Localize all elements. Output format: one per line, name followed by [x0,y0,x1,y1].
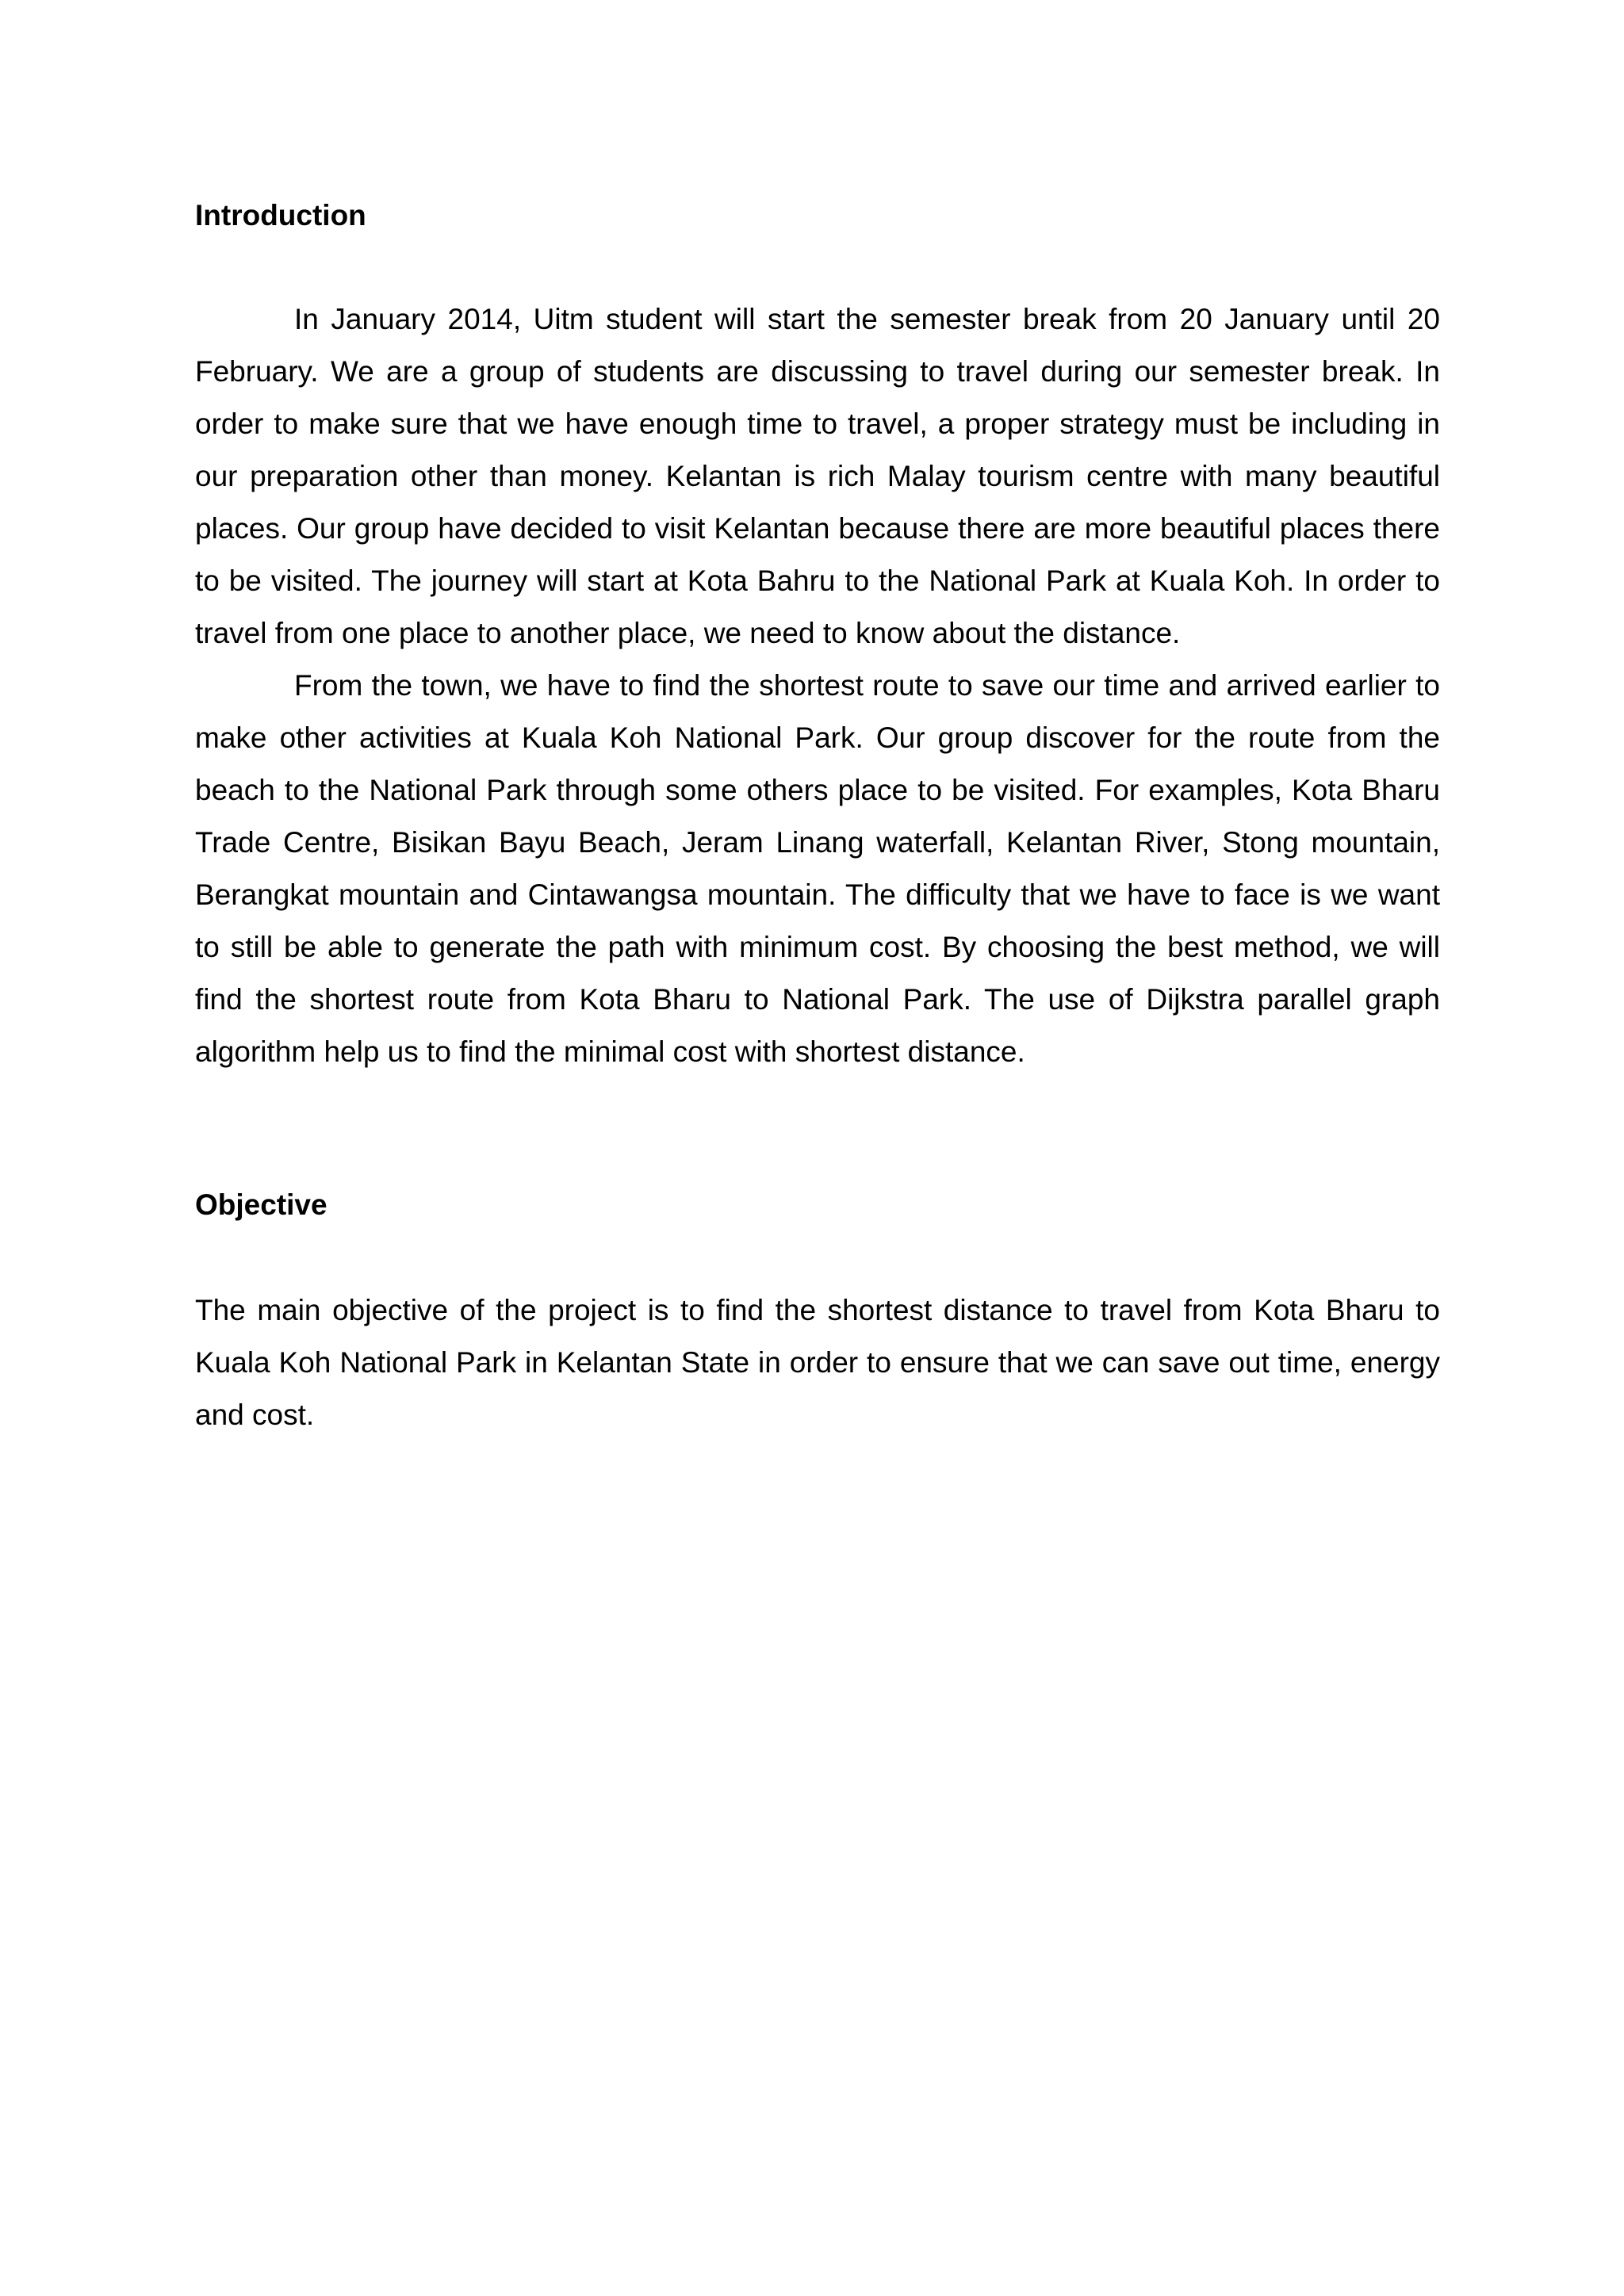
objective-paragraph: The main objective of the project is to find the shortest distance to travel from Kota Bharu to Kuala Koh National Park in Kelantan State in order to ensure that we can save out time, energy and cost. [195,1294,1440,1431]
introduction-paragraph-1: In January 2014, Uitm student will start the semester break from 20 January until 20 February. We are a group of students are discussing to travel during our semester break. In order to make sure that we have enough time to travel, a proper strategy must be including in our preparation other than money. Kelantan is rich Malay tourism centre with many beautiful places. Our group have decided to visit Kelantan because there are more beautiful places there to be visited. The journey will start at Kota Bahru to the National Park at Kuala Koh. In order to travel from one place to another place, we need to know about the distance. [195,303,1440,649]
introduction-heading: Introduction [195,199,366,232]
introduction-paragraph-2: From the town, we have to find the shortest route to save our time and arrived earlier to make other activities at Kuala Koh National Park. Our group discover for the route from the beach to the National Park through some others place to be visited. For examples, Kota Bharu Trade Centre, Bisikan Bayu Beach, Jeram Linang waterfall, Kelantan River, Stong mountain, Berangkat mountain and Cintawangsa mountain. The difficulty that we have to face is we want to still be able to generate the path with minimum cost. By choosing the best method, we will find the shortest route from Kota Bharu to National Park. The use of Dijkstra parallel graph algorithm help us to find the minimal cost with shortest distance. [195,669,1440,1068]
objective-heading: Objective [195,1188,327,1221]
